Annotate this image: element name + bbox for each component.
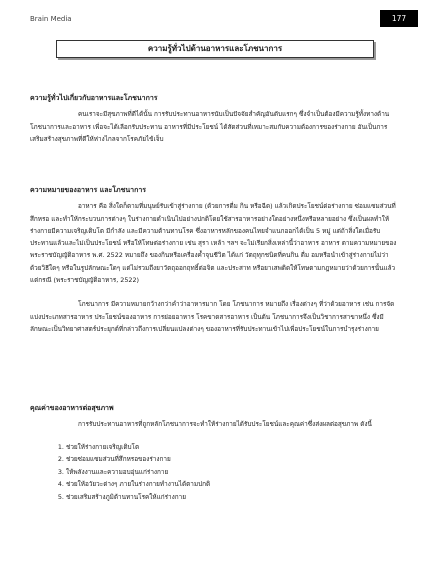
section-paragraph: คนเราจะมีสุขภาพที่ดีได้นั้น การรับประทานอาหารนับเป็นปัจจัยสำคัญอันดับแรกๆ ซึ่งจำเป็นต้องมีความรู้ทั้งทางด้านโภชนาการและอาหาร เพื่อจะได้เลือกรับประทาน อาหารที่มีประโยชน์ ได้สัดส่วนที่เหมาะสมกับความต้องการของร่างกาย อันเป็นการเสริมสร้างสุขภาพที่ดีให้ห่างไกลจากโรคภัยไข้เจ็บ [30, 110, 390, 143]
list-item: 4. ช่วยให้อวัยวะต่างๆ ภายในร่างกายทำงานได้ตามปกติ [66, 478, 400, 491]
list-item: 1. ช่วยให้ร่างกายเจริญเติบโต [66, 441, 400, 454]
list-item: 3. ให้พลังงานและความอบอุ่นแก่ร่างกาย [66, 466, 400, 479]
chapter-title: ความรู้ทั่วไปด้านอาหารและโภชนาการ [56, 40, 374, 58]
section-heading: ความหมายของอาหาร และโภชนาการ [30, 186, 147, 194]
page-number-badge: 177 [380, 10, 418, 27]
benefit-list [30, 441, 400, 504]
section-food-value [30, 402, 400, 504]
section-general-knowledge [30, 92, 400, 145]
section-paragraph: การรับประทานอาหารที่ถูกหลักโภชนาการจะทำให้ร่างกายได้รับประโยชน์และคุณค่าซึ่งส่งผลต่อสุขภาพ ดังนี้ [78, 420, 372, 429]
list-item: 2. ช่วยซ่อมแซมส่วนที่สึกหรอของร่างกาย [66, 453, 400, 466]
nutrition-definition-paragraph: โภชนาการ มีความหมายกว้างกว่าคำว่าอาหารมาก โดย โภชนาการ หมายถึง เรื่องต่างๆ ที่ว่าด้วยอาหาร เช่น การจัดแบ่งประเภทสารอาหาร ประโยชน์ของอาหาร การย่อยอาหาร โรคขาดสารอาหาร เป็นต้น โภชนาการจึงเป็นวิชาการสาขาหนึ่ง ซึ่งมีลักษณะเป็นวิทยาศาสตร์ประยุกต์ที่กล่าวถึงการเปลี่ยนแปลงต่างๆ ของอาหารที่รับประทานเข้าไปเพื่อประโยชน์ในการบำรุงร่างกาย [30, 300, 395, 333]
header-brand: Brain Media [30, 15, 72, 23]
food-definition-paragraph: อาหาร คือ สิ่งใดก็ตามที่มนุษย์รับเข้าสู่ร่างกาย (ด้วยการดื่ม กิน หรือฉีด) แล้วเกิดประโยชน์ต่อร่างกาย ซ่อมแซมส่วนที่สึกหรอ และทำให้กระบวนการต่างๆ ในร่างกายดำเนินไปอย่างปกติโดยใช้สารอาหารอย่างใดอย่างหนึ่งหรือหลายอย่าง ซึ่งเป็นผลทำให้ร่างกายมีความเจริญเติบโต มีกำลัง และมีความต้านทานโรค ซึ่งอาหารหลักของคนไทยจำแนกออกได้เป็น 5 หมู่ แต่ถ้าสิ่งใดเมื่อรับประทานแล้วและไม่เป็นประโยชน์ หรือให้โทษต่อร่างกาย เช่น สุรา เหล้า ฯลฯ จะไม่เรียกสิ่งเหล่านี้ว่าอาหาร อาหาร ตามความหมายของ พระราชบัญญัติอาหาร พ.ศ. 2522 หมายถึง ของกินหรือเครื่องค้ำจุนชีวิต ได้แก่ วัตถุทุกชนิดที่คนกิน ดื่ม อมหรือนำเข้าสู่ร่างกายไม่ว่าด้วยวิธีใดๆ หรือในรูปลักษณะใดๆ แต่ไม่รวมถึงยาวัตถุออกฤทธิ์ต่อจิต และประสาท หรือยาเสพติดให้โทษตามกฎหมายว่าด้วยการนั้นแล้วแต่กรณี (พระราชบัญญัติอาหาร, 2522) [30, 202, 397, 285]
section-heading: คุณค่าของอาหารต่อสุขภาพ [30, 404, 114, 412]
list-item: 5. ช่วยเสริมสร้างภูมิต้านทานโรคให้แก่ร่างกาย [66, 491, 400, 504]
section-heading: ความรู้ทั่วไปเกี่ยวกับอาหารและโภชนาการ [30, 94, 158, 102]
section-meaning [30, 184, 400, 335]
